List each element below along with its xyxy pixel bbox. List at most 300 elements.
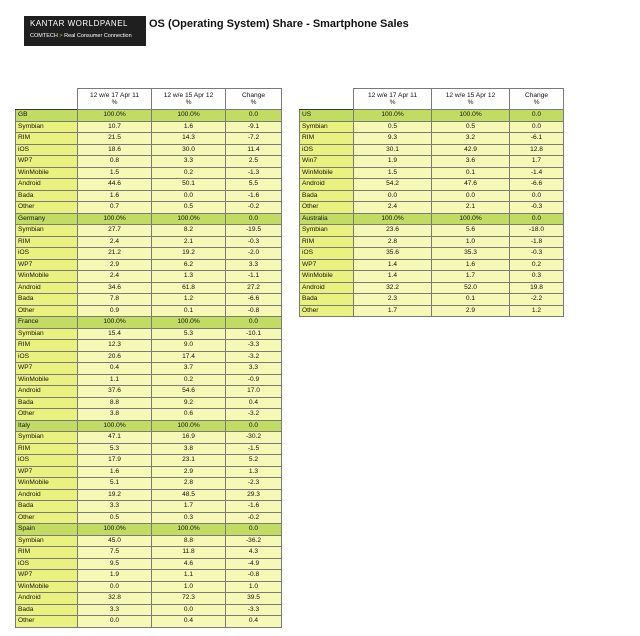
value-cell: 1.1 (152, 570, 226, 582)
os-label: iOS (300, 248, 354, 260)
value-cell: 0.0 (510, 121, 564, 133)
table-row-android (16, 386, 282, 398)
value-cell: -1.5 (226, 443, 282, 455)
value-cell: 2.8 (152, 478, 226, 490)
value-cell: -6.1 (510, 133, 564, 145)
value-cell: 11.8 (152, 547, 226, 559)
value-cell: 12.3 (78, 340, 152, 352)
group-row-germany (16, 213, 282, 225)
value-cell: 1.6 (78, 190, 152, 202)
table-row-android (16, 593, 282, 605)
value-cell: 21.2 (78, 248, 152, 260)
group-total-cell: 0.0 (226, 213, 282, 225)
value-cell: 0.5 (78, 512, 152, 524)
value-cell: 17.4 (152, 351, 226, 363)
value-cell: 54.6 (152, 386, 226, 398)
value-cell: 9.0 (152, 340, 226, 352)
value-cell: 1.0 (226, 581, 282, 593)
value-cell: 19.2 (152, 248, 226, 260)
value-cell: 23.1 (152, 455, 226, 467)
value-cell: -1.8 (510, 236, 564, 248)
table-row-wp7 (16, 259, 282, 271)
table-row-rim (300, 236, 564, 248)
value-cell: 2.3 (354, 294, 432, 306)
table-row-symbian (16, 225, 282, 237)
value-cell: 3.8 (152, 443, 226, 455)
column-header-line: 12 w/e 15 Apr 12 (445, 91, 496, 99)
value-cell: -1.6 (226, 501, 282, 513)
table-row-symbian (300, 225, 564, 237)
value-cell: 3.3 (78, 501, 152, 513)
os-label: WinMobile (16, 478, 78, 490)
group-total-cell: 100.0% (78, 110, 152, 122)
value-cell: 9.5 (78, 558, 152, 570)
group-label: Spain (16, 524, 78, 536)
value-cell: 52.0 (432, 282, 510, 294)
value-cell: 7.5 (78, 547, 152, 559)
value-cell: 27.7 (78, 225, 152, 237)
os-label: Android (16, 489, 78, 501)
value-cell: -6.6 (226, 294, 282, 306)
value-cell: 14.3 (152, 133, 226, 145)
value-cell: 30.1 (354, 144, 432, 156)
group-total-cell: 0.0 (226, 110, 282, 122)
value-cell: -3.3 (226, 340, 282, 352)
value-cell: 0.6 (152, 409, 226, 421)
table-row-wp7 (300, 259, 564, 271)
value-cell: 0.3 (152, 512, 226, 524)
value-cell: 0.0 (152, 604, 226, 616)
table-row-other (16, 409, 282, 421)
value-cell: 0.8 (78, 156, 152, 168)
value-cell: 48.5 (152, 489, 226, 501)
os-label: WP7 (16, 570, 78, 582)
table-row-symbian (16, 328, 282, 340)
table-row-rim (16, 133, 282, 145)
os-label: Bada (16, 397, 78, 409)
value-cell: 7.8 (78, 294, 152, 306)
value-cell: 1.7 (354, 305, 432, 317)
os-label: WinMobile (300, 271, 354, 283)
value-cell: 35.3 (432, 248, 510, 260)
page-title: OS (Operating System) Share - Smartphone Sales (149, 18, 409, 30)
table-row-winmobile (16, 478, 282, 490)
table-row-wp7 (16, 156, 282, 168)
value-cell: 0.5 (432, 121, 510, 133)
table-row-wp7 (16, 466, 282, 478)
value-cell: -1.3 (226, 167, 282, 179)
table-row-winmobile (16, 581, 282, 593)
os-label: Android (16, 386, 78, 398)
os-label: Symbian (16, 121, 78, 133)
group-total-cell: 100.0% (152, 213, 226, 225)
value-cell: -9.1 (226, 121, 282, 133)
value-cell: 19.2 (78, 489, 152, 501)
table-row-ios (16, 455, 282, 467)
value-cell: 35.6 (354, 248, 432, 260)
table-row-other (16, 202, 282, 214)
column-header-line: % (389, 99, 396, 106)
value-cell: 2.1 (152, 236, 226, 248)
group-label: Australia (300, 213, 354, 225)
value-cell: 3.3 (226, 363, 282, 375)
value-cell: 0.0 (510, 190, 564, 202)
value-cell: 0.1 (432, 167, 510, 179)
value-cell: -2.3 (226, 478, 282, 490)
table-row-bada (16, 190, 282, 202)
value-cell: -0.2 (226, 512, 282, 524)
value-cell: 9.2 (152, 397, 226, 409)
value-cell: -7.2 (226, 133, 282, 145)
kantar-logo (24, 16, 146, 46)
value-cell: 0.7 (78, 202, 152, 214)
value-cell: 0.3 (510, 271, 564, 283)
value-cell: 11.4 (226, 144, 282, 156)
table-row-bada (300, 190, 564, 202)
value-cell: 44.6 (78, 179, 152, 191)
os-label: WinMobile (16, 374, 78, 386)
os-label: Android (16, 179, 78, 191)
table-row-other (16, 512, 282, 524)
value-cell: 2.4 (78, 236, 152, 248)
column-header (354, 89, 432, 110)
value-cell: 30.0 (152, 144, 226, 156)
group-total-cell: 100.0% (152, 317, 226, 329)
os-label: Bada (16, 604, 78, 616)
value-cell: 45.0 (78, 535, 152, 547)
os-label: iOS (16, 558, 78, 570)
column-header-line: 12 w/e 17 Apr 11 (368, 91, 417, 99)
os-label: Other (300, 202, 354, 214)
group-row-australia (300, 213, 564, 225)
value-cell: 1.3 (152, 271, 226, 283)
os-label: Android (16, 282, 78, 294)
value-cell: 8.8 (78, 397, 152, 409)
value-cell: 0.0 (78, 616, 152, 628)
value-cell: 9.3 (354, 133, 432, 145)
os-label: Symbian (16, 432, 78, 444)
table-row-winmobile (16, 374, 282, 386)
os-label: RIM (16, 236, 78, 248)
column-header-line: % (111, 99, 118, 106)
group-label: GB (16, 110, 78, 122)
os-label: WinMobile (300, 167, 354, 179)
value-cell: -3.3 (226, 604, 282, 616)
value-cell: 1.7 (510, 156, 564, 168)
value-cell: 1.4 (354, 271, 432, 283)
value-cell: 2.9 (78, 259, 152, 271)
value-cell: 1.9 (354, 156, 432, 168)
value-cell: 0.2 (510, 259, 564, 271)
value-cell: 3.2 (432, 133, 510, 145)
group-total-cell: 100.0% (78, 317, 152, 329)
value-cell: 0.0 (354, 190, 432, 202)
table-row-symbian (16, 535, 282, 547)
group-total-cell: 0.0 (510, 110, 564, 122)
group-total-cell: 100.0% (78, 524, 152, 536)
os-label: WP7 (16, 156, 78, 168)
os-label: Symbian (16, 225, 78, 237)
table-row-ios (300, 144, 564, 156)
column-header-line: 12 w/e 17 Apr 11 (90, 91, 139, 99)
value-cell: 1.1 (78, 374, 152, 386)
value-cell: 3.3 (226, 259, 282, 271)
value-cell: 18.6 (78, 144, 152, 156)
group-total-cell: 0.0 (226, 317, 282, 329)
os-label: Bada (16, 501, 78, 513)
value-cell: 0.4 (226, 397, 282, 409)
value-cell: 47.6 (432, 179, 510, 191)
value-cell: 32.2 (354, 282, 432, 294)
header-blank (300, 89, 354, 110)
os-label: Symbian (300, 225, 354, 237)
value-cell: 50.1 (152, 179, 226, 191)
value-cell: 1.6 (152, 121, 226, 133)
group-total-cell: 100.0% (354, 110, 432, 122)
table-row-bada (300, 294, 564, 306)
value-cell: 1.5 (78, 167, 152, 179)
group-label: France (16, 317, 78, 329)
os-label: Other (16, 305, 78, 317)
os-label: WP7 (16, 363, 78, 375)
logo-comtech: COMTECH (30, 33, 58, 39)
value-cell: -0.3 (510, 248, 564, 260)
value-cell: 5.1 (78, 478, 152, 490)
table-row-winmobile (16, 271, 282, 283)
group-row-france (16, 317, 282, 329)
table-row-android (16, 282, 282, 294)
value-cell: 1.5 (354, 167, 432, 179)
table-row-symbian (300, 121, 564, 133)
value-cell: -1.4 (510, 167, 564, 179)
column-header (432, 89, 510, 110)
column-header (226, 89, 282, 110)
value-cell: -0.9 (226, 374, 282, 386)
table-row-rim (16, 547, 282, 559)
value-cell: 0.4 (152, 616, 226, 628)
value-cell: 34.6 (78, 282, 152, 294)
group-total-cell: 0.0 (226, 524, 282, 536)
os-label: Bada (300, 190, 354, 202)
table-row-winmobile (16, 167, 282, 179)
value-cell: 1.0 (152, 581, 226, 593)
value-cell: -19.5 (226, 225, 282, 237)
value-cell: 0.4 (78, 363, 152, 375)
group-total-cell: 100.0% (354, 213, 432, 225)
value-cell: 0.0 (432, 190, 510, 202)
value-cell: -3.2 (226, 351, 282, 363)
value-cell: 4.6 (152, 558, 226, 570)
value-cell: 10.7 (78, 121, 152, 133)
os-label: Bada (16, 294, 78, 306)
value-cell: 0.5 (354, 121, 432, 133)
os-label: WinMobile (16, 167, 78, 179)
table-row-ios (300, 248, 564, 260)
table-row-rim (16, 443, 282, 455)
group-total-cell: 0.0 (226, 420, 282, 432)
value-cell: 27.2 (226, 282, 282, 294)
table-row-bada (16, 501, 282, 513)
header-row (300, 89, 564, 110)
value-cell: 8.8 (152, 535, 226, 547)
os-label: Symbian (16, 328, 78, 340)
value-cell: -2.2 (510, 294, 564, 306)
value-cell: 1.4 (354, 259, 432, 271)
value-cell: 5.6 (432, 225, 510, 237)
value-cell: 0.2 (152, 167, 226, 179)
value-cell: 17.9 (78, 455, 152, 467)
os-label: Android (300, 179, 354, 191)
value-cell: 5.5 (226, 179, 282, 191)
value-cell: -0.2 (226, 202, 282, 214)
value-cell: 21.5 (78, 133, 152, 145)
os-label: WinMobile (16, 581, 78, 593)
table-row-android (16, 489, 282, 501)
os-label: Symbian (300, 121, 354, 133)
column-header-line: % (250, 99, 257, 106)
value-cell: -2.0 (226, 248, 282, 260)
value-cell: 2.1 (432, 202, 510, 214)
value-cell: 0.4 (226, 616, 282, 628)
os-label: RIM (16, 133, 78, 145)
group-total-cell: 100.0% (152, 420, 226, 432)
table-row-other (300, 202, 564, 214)
os-label: Symbian (16, 535, 78, 547)
value-cell: 2.8 (354, 236, 432, 248)
logo-tagline (30, 33, 132, 39)
table-row-ios (16, 144, 282, 156)
value-cell: 37.6 (78, 386, 152, 398)
group-total-cell: 100.0% (78, 420, 152, 432)
value-cell: 3.3 (152, 156, 226, 168)
table-row-bada (16, 294, 282, 306)
share-table-left (15, 88, 282, 628)
table-row-winmobile (300, 167, 564, 179)
value-cell: 47.1 (78, 432, 152, 444)
value-cell: 3.7 (152, 363, 226, 375)
value-cell: 2.9 (152, 466, 226, 478)
value-cell: -10.1 (226, 328, 282, 340)
column-header-line: % (533, 99, 540, 106)
value-cell: 0.0 (152, 190, 226, 202)
column-header-line: % (467, 99, 474, 106)
value-cell: 20.6 (78, 351, 152, 363)
os-label: Other (16, 202, 78, 214)
value-cell: -0.8 (226, 305, 282, 317)
value-cell: -3.2 (226, 409, 282, 421)
table-row-ios (16, 351, 282, 363)
value-cell: -4.9 (226, 558, 282, 570)
value-cell: -18.0 (510, 225, 564, 237)
value-cell: 8.2 (152, 225, 226, 237)
os-label: WP7 (300, 259, 354, 271)
value-cell: 1.3 (226, 466, 282, 478)
group-total-cell: 100.0% (78, 213, 152, 225)
table-row-win7 (300, 156, 564, 168)
logo-brand: KANTAR WORLDPANEL (30, 19, 128, 28)
os-label: RIM (300, 133, 354, 145)
table-row-ios (16, 558, 282, 570)
value-cell: -1.1 (226, 271, 282, 283)
os-label: Other (16, 409, 78, 421)
os-label: RIM (300, 236, 354, 248)
column-header-line: Change (524, 91, 549, 99)
group-total-cell: 100.0% (152, 110, 226, 122)
table-row-bada (16, 604, 282, 616)
column-header (78, 89, 152, 110)
os-label: iOS (16, 455, 78, 467)
value-cell: 19.8 (510, 282, 564, 294)
logo-slogan: Real Consumer Connection (64, 33, 132, 39)
value-cell: 0.2 (152, 374, 226, 386)
value-cell: 54.2 (354, 179, 432, 191)
value-cell: -0.3 (510, 202, 564, 214)
table-row-symbian (16, 121, 282, 133)
group-row-italy (16, 420, 282, 432)
table-row-ios (16, 248, 282, 260)
value-cell: 12.8 (510, 144, 564, 156)
value-cell: 2.9 (432, 305, 510, 317)
value-cell: 0.5 (152, 202, 226, 214)
value-cell: -36.2 (226, 535, 282, 547)
value-cell: 29.3 (226, 489, 282, 501)
value-cell: 1.0 (432, 236, 510, 248)
os-label: Other (16, 512, 78, 524)
value-cell: 2.4 (78, 271, 152, 283)
value-cell: 17.0 (226, 386, 282, 398)
table-row-other (16, 616, 282, 628)
value-cell: 42.9 (432, 144, 510, 156)
table-row-android (16, 179, 282, 191)
os-label: RIM (16, 340, 78, 352)
value-cell: 61.8 (152, 282, 226, 294)
os-label: WinMobile (16, 271, 78, 283)
value-cell: 16.9 (152, 432, 226, 444)
value-cell: 1.2 (152, 294, 226, 306)
value-cell: -0.3 (226, 236, 282, 248)
value-cell: 2.4 (354, 202, 432, 214)
header-row (16, 89, 282, 110)
value-cell: 3.8 (78, 409, 152, 421)
table-row-bada (16, 397, 282, 409)
table-row-wp7 (16, 570, 282, 582)
table-row-wp7 (16, 363, 282, 375)
table-row-rim (16, 340, 282, 352)
group-total-cell: 100.0% (152, 524, 226, 536)
value-cell: -6.6 (510, 179, 564, 191)
column-header-line: Change (241, 91, 266, 99)
value-cell: 1.7 (152, 501, 226, 513)
os-label: Bada (300, 294, 354, 306)
os-label: Win7 (300, 156, 354, 168)
os-label: Bada (16, 190, 78, 202)
value-cell: 72.3 (152, 593, 226, 605)
group-label: US (300, 110, 354, 122)
value-cell: 1.6 (432, 259, 510, 271)
value-cell: 1.9 (78, 570, 152, 582)
value-cell: 1.2 (510, 305, 564, 317)
value-cell: 1.6 (78, 466, 152, 478)
table-row-android (300, 282, 564, 294)
os-label: iOS (300, 144, 354, 156)
table-row-rim (16, 236, 282, 248)
value-cell: 0.9 (78, 305, 152, 317)
value-cell: 2.5 (226, 156, 282, 168)
os-label: RIM (16, 443, 78, 455)
value-cell: 5.3 (152, 328, 226, 340)
value-cell: 23.6 (354, 225, 432, 237)
column-header (510, 89, 564, 110)
